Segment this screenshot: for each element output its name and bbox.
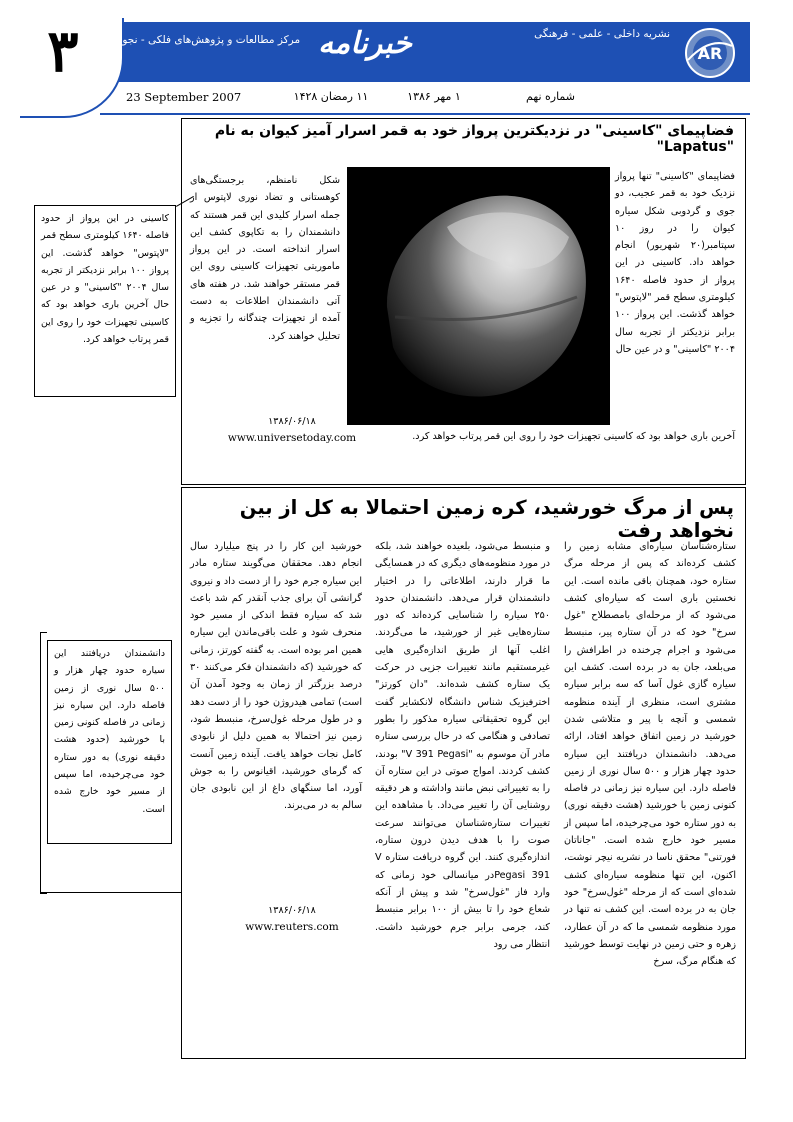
- callout-2-leader-line-bottom: [40, 892, 182, 893]
- article-2-source: [222, 902, 362, 936]
- center-logo: [682, 26, 738, 80]
- date-english: 23 September 2007: [126, 90, 242, 104]
- date-hijri: ۱۱ رمضان ۱۴۲۸: [293, 90, 369, 103]
- article-1-left-column: شکل نامنظم، برجستگی‌های کوهستانی و تضاد نوری لاپتوس از جمله اسرار کلیدی این قمر هستند که دانشمندان را به تکاپوی کشف این اسرار انداخته است. در این پرواز ماموریتی تجهیزات کاسینی روی این قمر مستقر خواهند شد. در هفته های آتی دانشمندان اطلاعات به دست آمده از تجهیزات چندگانه را تجزیه و تحلیل خواهند کرد.: [190, 175, 340, 342]
- article-2-source-url: www.reuters.com: [245, 921, 339, 933]
- publication-type: نشریه داخلی - علمی - فرهنگی: [534, 28, 670, 40]
- brand-wordmark: خبرنامه: [318, 26, 412, 61]
- article-1-right-column: فضاپیمای "کاسینی" تنها پرواز نزدیک خود به قمر عجیب، دو جوی و گردوبی شکل سیاره کیوان را در روز ۱۰ سپتامبر(۲۰ شهریور) انجام خواهد داد. کاسینی در این پرواز از حدود فاصله ۱۶۴۰ کیلومتری سطح قمر "لاپتوس" خواهد گذشت. این پرواز ۱۰۰ برابر نزدیکتر از تجربه سال ۲۰۰۴ "کاسینی" و در عین حال: [615, 171, 735, 355]
- logo-text: AR: [697, 44, 723, 63]
- iapetus-moon-photo: [347, 167, 610, 425]
- article-1-callout: کاسینی در این پرواز از حدود فاصله ۱۶۴۰ کیلومتری سطح قمر "لاپتوس" خواهد گذشت. این پرواز ۱۰۰ برابر نزدیکتر از تجربه سال ۲۰۰۴ "کاسینی" و در عین حال آخرین باری خواهد بود که کاسینی تجهیزات خود را روی این قمر پرتاب خواهد کرد.: [34, 205, 176, 397]
- issue-number: شماره نهم: [526, 90, 575, 103]
- article-2-callout: دانشمندان دریافتند این سیاره حدود چهار هزار و ۵۰۰ سال نوری از زمین فاصله دارد. این سیاره نیز زمانی در فاصله کنونی زمین با خورشید (حدود هشت دقیقه نوری) به دور ستاره خود می‌چرخیده، اما سپس از مسیر خود خارج شده است.: [47, 640, 172, 844]
- page-number: ۳: [47, 17, 79, 85]
- article-2-column-3: خورشید این کار را در پنج میلیارد سال انجام دهد. محققان می‌گویند ستاره مادر این سیاره جرم خود را از دست داد و نیروی گرانشی آن برای جذب آنقدر کم شد باعث شد که سیاره فقط اندکی از مسیر خود منحرف شود و علت باقی‌ماندن این سیاره همین امر بوده است. به گفته کورتز، زمانی که خورشید (که دانشمندان فکر می‌کنند ۳۰ درصد بزرگتر از زمان به وجود آمدن آن است) تمامی هیدروژن خود را از دست دهد و در طول مرحله غول‌سرخ، منبسط شود، زمین نیز احتمالا به همین دلیل از نابودی کامل نجات خواهد یافت. آینده زمین آنست که گرمای خورشید، اقیانوس را به جوش آورد، اما سنگهای داغ از این نابودی جان سالم به در می‌برند.: [190, 541, 362, 812]
- article-2-title: پس از مرگ خورشید، کره زمین احتمالا به کل از بین نخواهد رفت: [239, 496, 734, 542]
- article-2-source-date: ۱۳۸۶/۰۶/۱۸: [268, 905, 316, 916]
- article-2-column-1: ستاره‌شناسان سیاره‌ای مشابه زمین را کشف کرده‌اند که پس از مرحله مرگ ستاره خود، همچنان باقی مانده است. این نخستین باری است که سیاره‌ای کشف می‌شود که از مرحله‌ای بامصطلاح "غول سرخ" خود که در آن ستاره پیر، منبسط می‌شود و اجرام چرخنده در اطرافش را می‌بلعد، جان به در برده است. کشف این سیاره گازی غول آسا که سه برابر سیاره مشتری است، منظری از آینده منظومه شمسی و آنچه با پیر و متلاشی شدن خورشید در زمین اتفاق خواهد افتاد، ارائه می‌دهد. دانشمندان دریافتند این سیاره حدود چهار هزار و ۵۰۰ سال نوری از زمین فاصله دارد. این سیاره نیز زمانی در فاصله کنونی زمین با خورشید (هشت دقیقه نوری) به دور ستاره خود می‌چرخیده، اما سپس از مسیر خود خارج شده است. "جاناتان فورتنی" محقق ناسا در نشریه نیچر نوشت، اکنون، این تنها منظومه سیاره‌ای کشف شده‌ای است که از مرحله "غول‌سرخ" خود جان به در برده است. این کشف نه تنها در مورد منظومه شمسی ما که در آن عطارد، زهره و حتی زمین در نهایت توسط خورشید که هنگام مرگ، سرخ: [564, 541, 736, 968]
- article-1-source-date: ۱۳۸۶/۰۶/۱۸: [268, 416, 316, 427]
- callout-2-bracket: [40, 632, 47, 894]
- date-persian: ۱ مهر ۱۳۸۶: [407, 90, 461, 103]
- article-1-source: [222, 413, 362, 447]
- organization-name: مرکز مطالعات و پژوهش‌های فلکی - نجومی: [108, 34, 301, 46]
- article-1-bottom-text: آخرین باری خواهد بود که کاسینی تجهیزات خود را روی این قمر پرتاب خواهد کرد.: [412, 431, 735, 442]
- article-1-source-url: www.universetoday.com: [227, 432, 357, 444]
- article-2-column-2: و منبسط می‌شود، بلعیده خواهند شد، بلکه در مورد منظومه‌های دیگری که در همسایگی ما قرار دارند، اطلاعاتی را در اختیار دانشمندان قرار می‌دهد. دانشمندان حدود ۲۵۰ سیاره را شناسایی کرده‌اند که دور ستاره‌هایی غیر از خورشید، ما می‌گردند. اغلب آنها از طریق اندازه‌گیری هایی غیرمستقیم مانند تغییرات جزیی در حرکت یک ستاره کشف شده‌اند. "دان کورتز" اخترفیزیک شناس دانشگاه لانکشایر گفت این گروه تحقیقاتی سیاره مذکور را بطور تصادفی و هنگامی که در حال بررسی ستاره مادر آن موسوم به "V 391 Pegasi" بودند، کشف کردند. امواج صوتی در این ستاره آن را به تغییراتی نبض مانند واداشته و هر دقیقه روشنایی آن را تغییر می‌داد. با مشاهده این تغییرات ستاره‌شناسان می‌توانند سرعت صوت را با هدف دیدن درون ستاره، اندازه‌گیری کنند. این گروه دریافت ستاره V Pegasi 391در میانسالی خود زمانی که وارد فاز "غول‌سرخ" شد و پیش از آنکه شعاع خود را تا بیش از ۱۰۰ برابر منبسط کند، جرمی برابر جرم خورشید داشت. انتظار می رود: [375, 541, 550, 950]
- article-1-title: فضاپیمای "کاسینی" در نزدیکترین پرواز خود به قمر اسرار آمیز کیوان به نام "Lapatus": [214, 123, 734, 155]
